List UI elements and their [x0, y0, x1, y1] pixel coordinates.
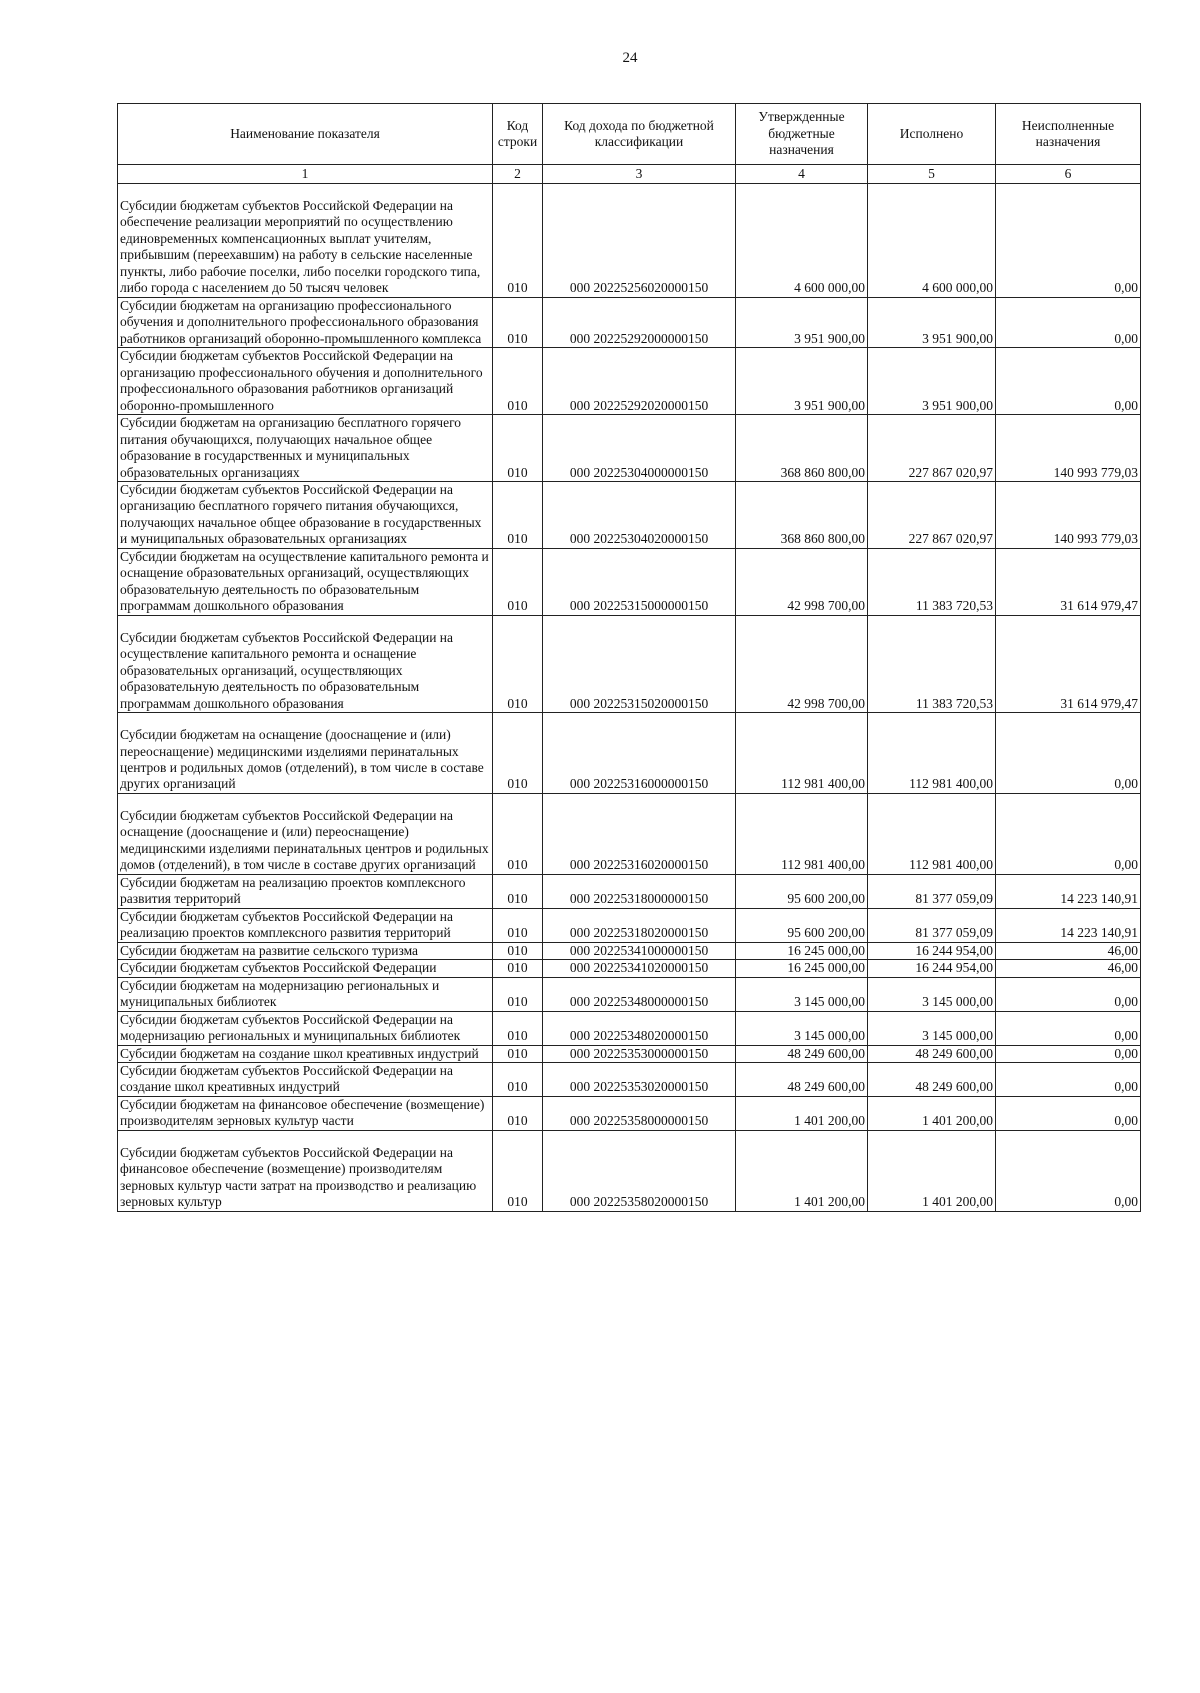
table-row [118, 1045, 1141, 1062]
unexecuted-amount: 0,00 [996, 793, 1141, 874]
approved-amount: 368 860 800,00 [736, 481, 868, 548]
line-code: 010 [493, 415, 543, 482]
table-row [118, 548, 1141, 615]
unexecuted-amount: 46,00 [996, 960, 1141, 977]
line-code: 010 [493, 615, 543, 712]
indicator-name: Субсидии бюджетам субъектов Российской Федерации на создание школ креативных индустрий [118, 1062, 493, 1096]
column-number: 6 [996, 165, 1141, 184]
approved-amount: 112 981 400,00 [736, 713, 868, 794]
column-number: 1 [118, 165, 493, 184]
approved-amount: 42 998 700,00 [736, 615, 868, 712]
executed-amount: 227 867 020,97 [868, 481, 996, 548]
indicator-name: Субсидии бюджетам субъектов Российской Федерации на осуществление капитального ремонта и оснащение образовательных организаций, осуществляющих образовательную деятельность по образовательным программам дошкольного образования [118, 615, 493, 712]
indicator-name: Субсидии бюджетам субъектов Российской Федерации на модернизацию региональных и муниципальных библиотек [118, 1011, 493, 1045]
executed-amount: 11 383 720,53 [868, 615, 996, 712]
indicator-name: Субсидии бюджетам субъектов Российской Федерации на организацию профессионального обучения и дополнительного профессионального образования работников организаций оборонно-промышленного [118, 348, 493, 415]
table-row [118, 297, 1141, 347]
table-row [118, 713, 1141, 794]
approved-amount: 3 145 000,00 [736, 977, 868, 1011]
header-line-code: Код строки [493, 104, 543, 165]
executed-amount: 1 401 200,00 [868, 1096, 996, 1130]
table-row [118, 615, 1141, 712]
unexecuted-amount: 0,00 [996, 1096, 1141, 1130]
approved-amount: 3 951 900,00 [736, 348, 868, 415]
line-code: 010 [493, 874, 543, 908]
income-code: 000 20225304000000150 [543, 415, 736, 482]
line-code: 010 [493, 481, 543, 548]
income-code: 000 20225341020000150 [543, 960, 736, 977]
income-code: 000 20225315000000150 [543, 548, 736, 615]
indicator-name: Субсидии бюджетам на оснащение (дооснащение и (или) переоснащение) медицинскими изделиями перинатальных центров и родильных домов (отделений), в том числе в составе других организаций [118, 713, 493, 794]
approved-amount: 42 998 700,00 [736, 548, 868, 615]
indicator-name: Субсидии бюджетам на осуществление капитального ремонта и оснащение образовательных организаций, осуществляющих образовательную деятельность по образовательным программам дошкольного образования [118, 548, 493, 615]
executed-amount: 48 249 600,00 [868, 1045, 996, 1062]
income-code: 000 20225348000000150 [543, 977, 736, 1011]
executed-amount: 48 249 600,00 [868, 1062, 996, 1096]
executed-amount: 1 401 200,00 [868, 1130, 996, 1211]
approved-amount: 16 245 000,00 [736, 960, 868, 977]
approved-amount: 112 981 400,00 [736, 793, 868, 874]
table-row [118, 184, 1141, 298]
income-code: 000 20225292020000150 [543, 348, 736, 415]
unexecuted-amount: 14 223 140,91 [996, 908, 1141, 942]
line-code: 010 [493, 1011, 543, 1045]
executed-amount: 3 951 900,00 [868, 297, 996, 347]
table-row [118, 874, 1141, 908]
indicator-name: Субсидии бюджетам на развитие сельского туризма [118, 942, 493, 959]
unexecuted-amount: 46,00 [996, 942, 1141, 959]
executed-amount: 16 244 954,00 [868, 960, 996, 977]
table-row [118, 908, 1141, 942]
line-code: 010 [493, 1062, 543, 1096]
unexecuted-amount: 140 993 779,03 [996, 481, 1141, 548]
approved-amount: 3 145 000,00 [736, 1011, 868, 1045]
budget-income-table [117, 103, 1141, 1212]
line-code: 010 [493, 1096, 543, 1130]
income-code: 000 20225316000000150 [543, 713, 736, 794]
unexecuted-amount: 0,00 [996, 713, 1141, 794]
indicator-name: Субсидии бюджетам субъектов Российской Федерации [118, 960, 493, 977]
income-code: 000 20225256020000150 [543, 184, 736, 298]
executed-amount: 3 145 000,00 [868, 977, 996, 1011]
header-executed: Исполнено [868, 104, 996, 165]
unexecuted-amount: 14 223 140,91 [996, 874, 1141, 908]
income-code: 000 20225358000000150 [543, 1096, 736, 1130]
header-income-code: Код дохода по бюджетной классификации [543, 104, 736, 165]
page-number: 24 [622, 50, 638, 66]
indicator-name: Субсидии бюджетам на финансовое обеспечение (возмещение) производителям зерновых культур части [118, 1096, 493, 1130]
table-row [118, 415, 1141, 482]
table-body [118, 184, 1141, 1212]
line-code: 010 [493, 1130, 543, 1211]
income-code: 000 20225341000000150 [543, 942, 736, 959]
executed-amount: 3 951 900,00 [868, 348, 996, 415]
indicator-name: Субсидии бюджетам субъектов Российской Федерации на оснащение (дооснащение и (или) переоснащение) медицинскими изделиями перинатальных центров и родильных домов (отделений), в том числе в составе других организаций [118, 793, 493, 874]
line-code: 010 [493, 960, 543, 977]
line-code: 010 [493, 713, 543, 794]
income-code: 000 20225318000000150 [543, 874, 736, 908]
approved-amount: 3 951 900,00 [736, 297, 868, 347]
indicator-name: Субсидии бюджетам на создание школ креативных индустрий [118, 1045, 493, 1062]
income-code: 000 20225318020000150 [543, 908, 736, 942]
unexecuted-amount: 0,00 [996, 297, 1141, 347]
header-row [118, 104, 1141, 165]
table-row [118, 1011, 1141, 1045]
income-code: 000 20225316020000150 [543, 793, 736, 874]
income-code: 000 20225315020000150 [543, 615, 736, 712]
table-row [118, 960, 1141, 977]
unexecuted-amount: 0,00 [996, 1011, 1141, 1045]
indicator-name: Субсидии бюджетам субъектов Российской Федерации на финансовое обеспечение (возмещение) производителям зерновых культур части затрат на производство и реализацию зерновых культур [118, 1130, 493, 1211]
unexecuted-amount: 0,00 [996, 1130, 1141, 1211]
line-code: 010 [493, 348, 543, 415]
executed-amount: 16 244 954,00 [868, 942, 996, 959]
column-number-row [118, 165, 1141, 184]
indicator-name: Субсидии бюджетам на модернизацию региональных и муниципальных библиотек [118, 977, 493, 1011]
income-code: 000 20225353000000150 [543, 1045, 736, 1062]
column-number: 4 [736, 165, 868, 184]
table-row [118, 481, 1141, 548]
indicator-name: Субсидии бюджетам субъектов Российской Федерации на организацию бесплатного горячего питания обучающихся, получающих начальное общее образование в государственных и муниципальных образовательных организациях [118, 481, 493, 548]
approved-amount: 48 249 600,00 [736, 1045, 868, 1062]
line-code: 010 [493, 1045, 543, 1062]
approved-amount: 1 401 200,00 [736, 1130, 868, 1211]
table-row [118, 1096, 1141, 1130]
executed-amount: 81 377 059,09 [868, 908, 996, 942]
income-code: 000 20225353020000150 [543, 1062, 736, 1096]
header-name: Наименование показателя [118, 104, 493, 165]
approved-amount: 95 600 200,00 [736, 908, 868, 942]
column-number: 3 [543, 165, 736, 184]
line-code: 010 [493, 942, 543, 959]
approved-amount: 1 401 200,00 [736, 1096, 868, 1130]
approved-amount: 16 245 000,00 [736, 942, 868, 959]
table-row [118, 1130, 1141, 1211]
indicator-name: Субсидии бюджетам на организацию профессионального обучения и дополнительного профессионального образования работников организаций оборонно-промышленного комплекса [118, 297, 493, 347]
executed-amount: 11 383 720,53 [868, 548, 996, 615]
table-row [118, 348, 1141, 415]
unexecuted-amount: 0,00 [996, 184, 1141, 298]
header-unexecuted: Неисполненные назначения [996, 104, 1141, 165]
income-code: 000 20225348020000150 [543, 1011, 736, 1045]
approved-amount: 4 600 000,00 [736, 184, 868, 298]
column-number: 2 [493, 165, 543, 184]
executed-amount: 227 867 020,97 [868, 415, 996, 482]
income-code: 000 20225292000000150 [543, 297, 736, 347]
executed-amount: 112 981 400,00 [868, 713, 996, 794]
table-row [118, 1062, 1141, 1096]
table-row [118, 942, 1141, 959]
executed-amount: 81 377 059,09 [868, 874, 996, 908]
column-number: 5 [868, 165, 996, 184]
indicator-name: Субсидии бюджетам субъектов Российской Федерации на реализацию проектов комплексного развития территорий [118, 908, 493, 942]
approved-amount: 48 249 600,00 [736, 1062, 868, 1096]
table-row [118, 977, 1141, 1011]
indicator-name: Субсидии бюджетам на организацию бесплатного горячего питания обучающихся, получающих начальное общее образование в государственных и муниципальных образовательных организациях [118, 415, 493, 482]
unexecuted-amount: 31 614 979,47 [996, 548, 1141, 615]
line-code: 010 [493, 548, 543, 615]
income-code: 000 20225304020000150 [543, 481, 736, 548]
line-code: 010 [493, 297, 543, 347]
income-code: 000 20225358020000150 [543, 1130, 736, 1211]
unexecuted-amount: 31 614 979,47 [996, 615, 1141, 712]
indicator-name: Субсидии бюджетам субъектов Российской Федерации на обеспечение реализации мероприятий по осуществлению единовременных компенсационных выплат учителям, прибывшим (переехавшим) на работу в сельские населенные пункты, либо рабочие поселки, либо поселки городского типа, либо города с населением до 50 тысяч человек [118, 184, 493, 298]
line-code: 010 [493, 793, 543, 874]
indicator-name: Субсидии бюджетам на реализацию проектов комплексного развития территорий [118, 874, 493, 908]
unexecuted-amount: 0,00 [996, 1062, 1141, 1096]
unexecuted-amount: 140 993 779,03 [996, 415, 1141, 482]
line-code: 010 [493, 908, 543, 942]
header-approved: Утвержденные бюджетные назначения [736, 104, 868, 165]
executed-amount: 3 145 000,00 [868, 1011, 996, 1045]
line-code: 010 [493, 184, 543, 298]
unexecuted-amount: 0,00 [996, 348, 1141, 415]
executed-amount: 112 981 400,00 [868, 793, 996, 874]
line-code: 010 [493, 977, 543, 1011]
approved-amount: 95 600 200,00 [736, 874, 868, 908]
approved-amount: 368 860 800,00 [736, 415, 868, 482]
unexecuted-amount: 0,00 [996, 977, 1141, 1011]
unexecuted-amount: 0,00 [996, 1045, 1141, 1062]
executed-amount: 4 600 000,00 [868, 184, 996, 298]
table-row [118, 793, 1141, 874]
